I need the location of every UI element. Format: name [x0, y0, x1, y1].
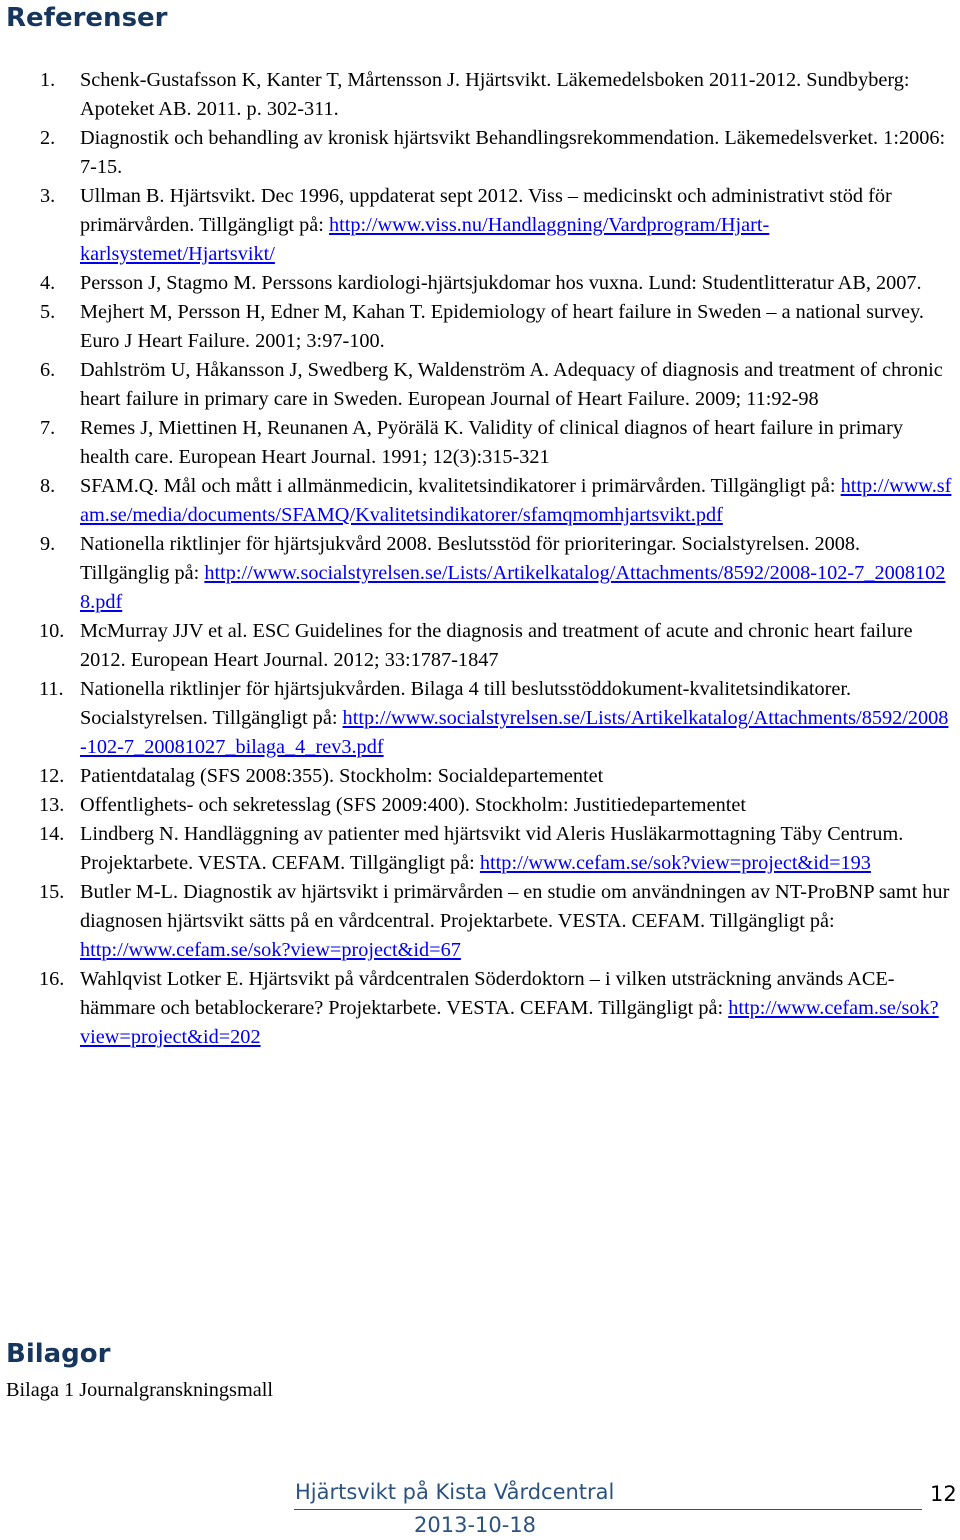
reference-item — [0, 965, 960, 1052]
reference-text: Nationella riktlinjer för hjärtsjukvård 2008. Beslutsstöd för prioriteringar. Socialstyrelsen. 2008. Tillgänglig på: — [80, 533, 861, 584]
reference-number: 16. — [39, 968, 65, 990]
reference-text: Patientdatalag (SFS 2008:355). Stockholm: Socialdepartementet — [80, 765, 604, 787]
reference-text: Persson J, Stagmo M. Perssons kardiologi-hjärtsjukdomar hos vuxna. Lund: Studentlitteratur AB, 2007. — [80, 272, 922, 294]
reference-number: 1. — [40, 69, 56, 91]
reference-text: Lindberg N. Handläggning av patienter med hjärtsvikt vid Aleris Husläkarmottagning Täby Centrum. Projektarbete. VESTA. CEFAM. Tillgängligt på: — [80, 823, 904, 874]
reference-item — [0, 356, 960, 414]
reference-item — [0, 820, 960, 878]
reference-number: 9. — [40, 533, 56, 555]
reference-text: Nationella riktlinjer för hjärtsjukvården. Bilaga 4 till beslutsstöddokument-kvalitetsindikatorer. Socialstyrelsen. Tillgängligt på: — [80, 678, 852, 729]
reference-item — [0, 269, 960, 298]
footer-title: Hjärtsvikt på Kista Vårdcentral — [295, 1480, 615, 1504]
reference-number: 13. — [39, 794, 65, 816]
reference-item — [0, 182, 960, 269]
reference-number: 6. — [40, 359, 56, 381]
reference-item — [0, 530, 960, 617]
reference-item — [0, 298, 960, 356]
reference-text: Butler M-L. Diagnostik av hjärtsvikt i primärvården – en studie om användningen av NT-ProBNP samt hur diagnosen hjärtsvikt sätts på en vårdcentral. Projektarbete. VESTA. CEFAM. Tillgängligt på: — [80, 881, 950, 932]
appendix-item: Bilaga 1 Journalgranskningsmall — [6, 1379, 273, 1401]
reference-number: 7. — [40, 417, 56, 439]
reference-text: Dahlström U, Håkansson J, Swedberg K, Waldenström A. Adequacy of diagnosis and treatment of chronic heart failure in primary care in Sweden. European Journal of Heart Failure. 2009; 11:92-98 — [80, 359, 943, 410]
footer-divider — [294, 1509, 922, 1510]
reference-text: Mejhert M, Persson H, Edner M, Kahan T. Epidemiology of heart failure in Sweden – a national survey. Euro J Heart Failure. 2001; 3:97-100. — [80, 301, 924, 352]
reference-link[interactable]: http://www.viss.nu/Handlaggning/Vardprogram/Hjart-karlsystemet/Hjartsvikt/ — [80, 214, 770, 265]
reference-item — [0, 414, 960, 472]
reference-item — [0, 762, 960, 791]
page-footer — [0, 1478, 960, 1540]
reference-number: 2. — [40, 127, 56, 149]
reference-item — [0, 66, 960, 124]
reference-link[interactable]: http://www.cefam.se/sok?view=project&id=67 — [80, 939, 461, 961]
reference-link[interactable]: http://www.cefam.se/sok?view=project&id=202 — [80, 997, 939, 1048]
footer-date: 2013-10-18 — [414, 1513, 537, 1537]
reference-number: 12. — [39, 765, 65, 787]
reference-item — [0, 791, 960, 820]
reference-item — [0, 472, 960, 530]
reference-link[interactable]: http://www.socialstyrelsen.se/Lists/Artikelkatalog/Attachments/8592/2008-102-7_20081028.pdf — [80, 562, 946, 613]
reference-number: 11. — [39, 678, 64, 700]
page-number: 12 — [930, 1482, 957, 1506]
reference-text: Offentlighets- och sekretesslag (SFS 2009:400). Stockholm: Justitiedepartementet — [80, 794, 746, 816]
reference-text: Wahlqvist Lotker E. Hjärtsvikt på vårdcentralen Söderdoktorn – i vilken utsträckning används ACE-hämmare och betablockerare? Projektarbete. VESTA. CEFAM. Tillgängligt på: — [80, 968, 895, 1019]
reference-text: Ullman B. Hjärtsvikt. Dec 1996, uppdaterat sept 2012. Viss – medicinskt och administrativt stöd för primärvården. Tillgängligt på: — [80, 185, 892, 236]
reference-link[interactable]: http://www.sfam.se/media/documents/SFAMQ/Kvalitetsindikatorer/sfamqmomhjartsvikt.pdf — [80, 475, 952, 526]
reference-item — [0, 675, 960, 762]
reference-number: 3. — [40, 185, 56, 207]
reference-number: 5. — [40, 301, 56, 323]
reference-number: 10. — [39, 620, 65, 642]
reference-number: 14. — [39, 823, 65, 845]
reference-item — [0, 617, 960, 675]
references-heading: Referenser — [6, 3, 168, 33]
reference-number: 8. — [40, 475, 56, 497]
reference-text: McMurray JJV et al. ESC Guidelines for the diagnosis and treatment of acute and chronic heart failure 2012. European Heart Journal. 2012; 33:1787-1847 — [80, 620, 913, 671]
reference-list — [0, 66, 960, 1052]
reference-link[interactable]: http://www.socialstyrelsen.se/Lists/Artikelkatalog/Attachments/8592/2008-102-7_20081027_bilaga_4_rev3.pdf — [80, 707, 949, 758]
reference-text: Schenk-Gustafsson K, Kanter T, Mårtensson J. Hjärtsvikt. Läkemedelsboken 2011-2012. Sundbyberg: Apoteket AB. 2011. p. 302-311. — [80, 69, 910, 120]
reference-number: 15. — [39, 881, 65, 903]
appendices-heading: Bilagor — [6, 1339, 111, 1369]
reference-number: 4. — [40, 272, 56, 294]
reference-text: Diagnostik och behandling av kronisk hjärtsvikt Behandlingsrekommendation. Läkemedelsverket. 1:2006: 7-15. — [80, 127, 946, 178]
reference-text: Remes J, Miettinen H, Reunanen A, Pyörälä K. Validity of clinical diagnos of heart failure in primary health care. European Heart Journal. 1991; 12(3):315-321 — [80, 417, 904, 468]
reference-item — [0, 124, 960, 182]
reference-item — [0, 878, 960, 965]
reference-text: SFAM.Q. Mål och mått i allmänmedicin, kvalitetsindikatorer i primärvården. Tillgängligt på: — [80, 475, 836, 497]
reference-link[interactable]: http://www.cefam.se/sok?view=project&id=193 — [479, 852, 871, 874]
